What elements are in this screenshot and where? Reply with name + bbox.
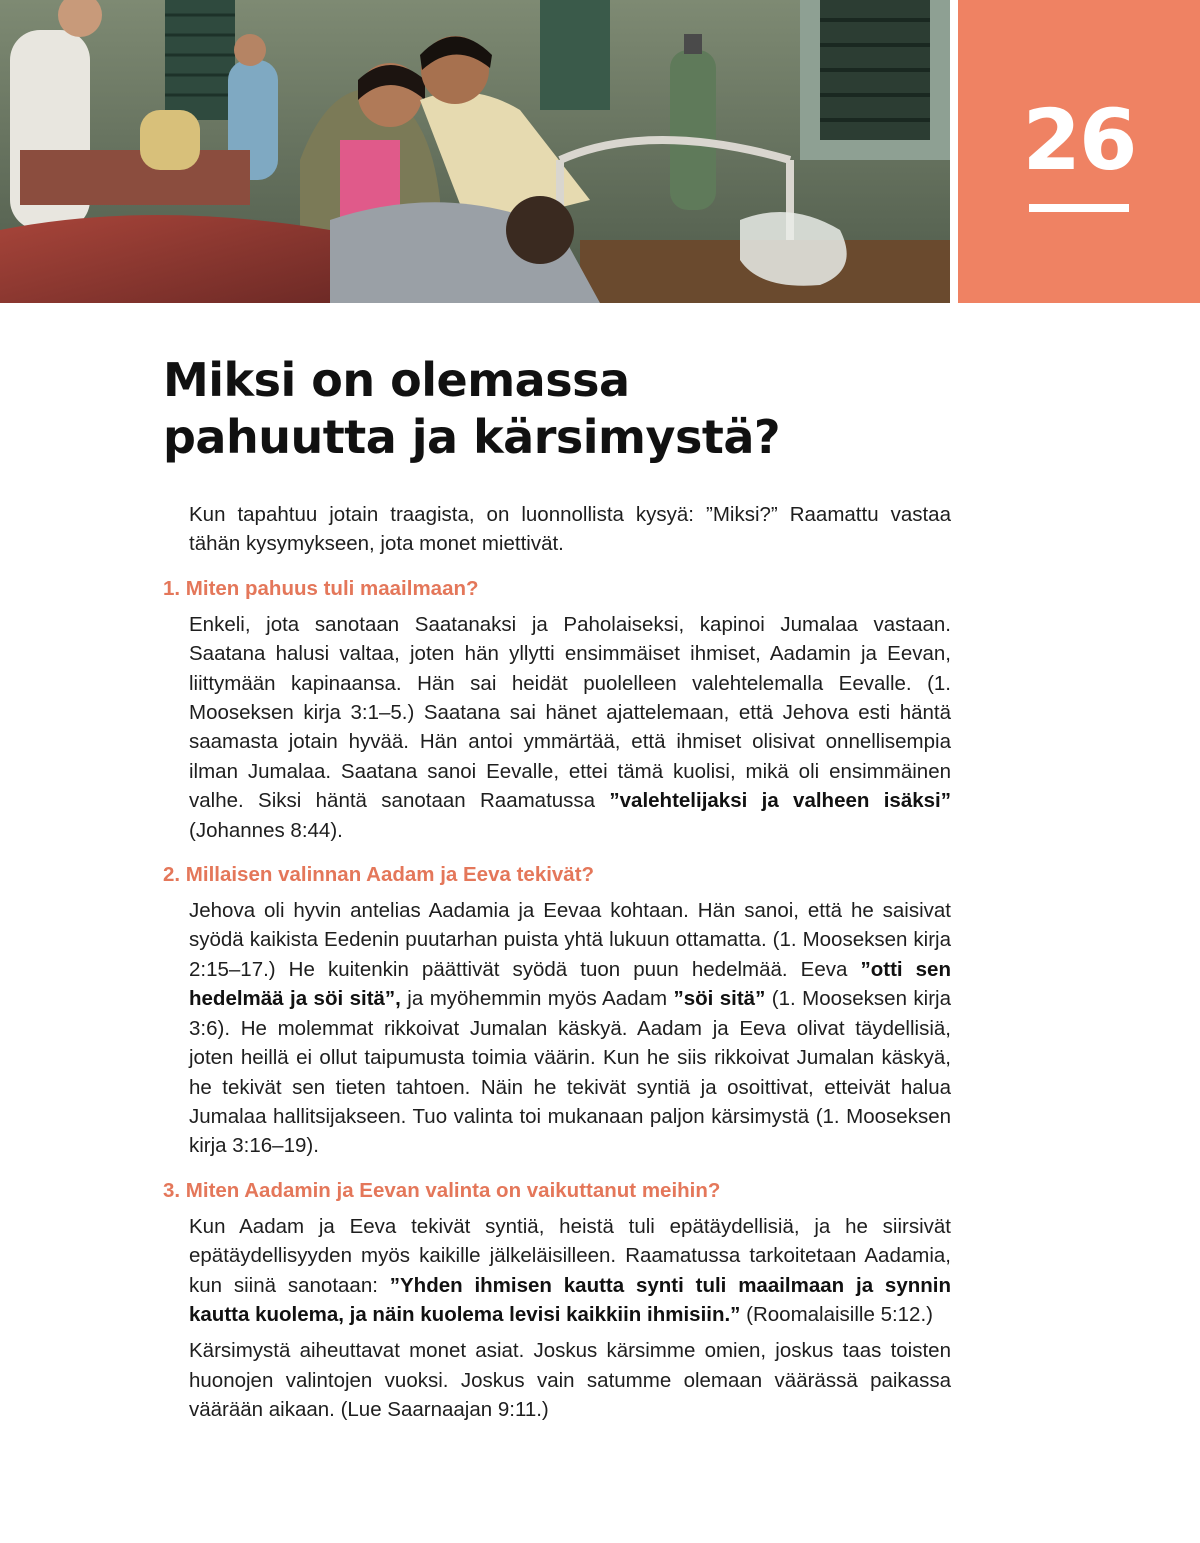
page-title <box>163 352 780 466</box>
text-span: Enkeli, jota sanotaan Saatanaksi ja Paholaiseksi, kapinoi Jumalaa vastaan. Saatana halusi valtaa, joten hän yllytti ensimmäiset ihmiset, Aadamin ja Eevan, liittymään kapinaansa. Hän sai heidät puolelleen valehtelemalla Eevalle. (1. Mooseksen kirja 3:1–5.) Saatana sai hänet ajattelemaan, että Jehova esti häntä saamasta jotain hyvää. Hän antoi ymmärtää, että ihmiset olisivat onnellisempia ilman Jumalaa. Saatana sanoi Eevalle, ettei tämä kuolisi, mikä oli ensimmäinen valhe. Siksi häntä sanotaan Raamatussa <box>189 612 951 813</box>
question-2-heading: 2. Millaisen valinnan Aadam ja Eeva tekivät? <box>163 863 595 887</box>
question-3-heading: 3. Miten Aadamin ja Eevan valinta on vaikuttanut meihin? <box>163 1178 721 1202</box>
chapter-rule <box>1029 204 1129 212</box>
title-line-2: pahuutta ja kärsimystä? <box>163 410 781 464</box>
header-photo <box>0 0 950 303</box>
answer-3-paragraph <box>189 1212 951 1330</box>
text-span: Kun Aadam ja Eeva tekivät syntiä, heistä tuli epätäydellisiä, ja he siirsivät epätäydellisyyden myös kaikille jälkeläisilleen. Raamatussa tarkoitetaan Aadamia, kun siinä sanotaan: <box>189 1214 951 1297</box>
chapter-number: 26 <box>1022 91 1136 189</box>
bold-quote: ”Yhden ihmisen kautta synti tuli maailmaan ja synnin kautta kuolema, ja näin kuolema levisi kaikkiin ihmisiin.” <box>189 1273 951 1326</box>
answer-3-paragraph-2: Kärsimystä aiheuttavat monet asiat. Joskus kärsimme omien, joskus taas toisten huonojen valintojen vuoksi. Joskus vain satumme olemaan väärässä paikassa väärään aikaan. (Lue Saarnaajan 9:11.) <box>189 1339 951 1422</box>
question-1-heading: 1. Miten pahuus tuli maailmaan? <box>163 576 479 600</box>
chapter-box <box>958 0 1200 303</box>
text-span: ja myöhemmin myös Aadam <box>400 987 674 1011</box>
intro-paragraph: Kun tapahtuu jotain traagista, on luonnollista kysyä: ”Miksi?” Raamattu vastaa tähän kysymykseen, jota monet miettivät. <box>189 503 951 556</box>
title-line-1: Miksi on olemassa <box>163 353 630 407</box>
text-span: (Roomalaisille 5:12.) <box>740 1302 933 1326</box>
bold-quote: ”otti sen hedelmää ja söi sitä”, <box>189 957 951 1011</box>
answer-2-paragraph <box>189 896 951 1161</box>
answer-1-paragraph <box>189 610 951 845</box>
bold-quote: ”valehtelijaksi ja valheen isäksi” <box>609 789 951 813</box>
bold-quote: ”söi sitä” <box>673 987 766 1011</box>
article-body <box>163 500 951 1425</box>
text-span: Jehova oli hyvin antelias Aadamia ja Eevaa kohtaan. Hän sanoi, että he saisivat syödä kaikista Eedenin puutarhan puista yhtä lukuun ottamatta. (1. Mooseksen kirja 2:15–17.) He kuitenkin päättivät syödä tuon puun hedelmää. Eeva <box>189 899 951 981</box>
text-span: (Johannes 8:44). <box>189 818 343 842</box>
text-span: (1. Mooseksen kirja 3:6). He molemmat rikkoivat Jumalan käskyä. Aadam ja Eeva olivat täydellisiä, joten heillä ei ollut taipumusta toimia väärin. Kun he siis rikkoivat Jumalan käskyä, he tekivät sen tieten tahtoen. Näin he tekivät syntiä ja osoittivat, etteivät halua Jumalaa hallitsijakseen. Tuo valinta toi mukanaan paljon kärsimystä (1. Mooseksen kirja 3:16–19). <box>189 987 951 1158</box>
